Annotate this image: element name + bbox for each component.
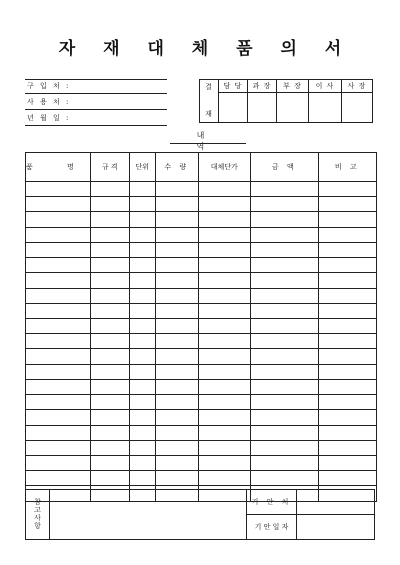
divider bbox=[25, 109, 167, 110]
table-cell[interactable] bbox=[26, 364, 91, 379]
table-cell[interactable] bbox=[90, 395, 129, 410]
table-row bbox=[26, 212, 377, 227]
table-row bbox=[26, 455, 377, 470]
table-cell[interactable] bbox=[198, 334, 250, 349]
table-cell[interactable] bbox=[155, 258, 198, 273]
table-cell[interactable] bbox=[129, 425, 155, 440]
table-row bbox=[26, 410, 377, 425]
table-cell[interactable] bbox=[250, 440, 318, 455]
table-cell[interactable] bbox=[90, 440, 129, 455]
table-row bbox=[26, 471, 377, 486]
table-cell[interactable] bbox=[90, 334, 129, 349]
table-cell[interactable] bbox=[318, 349, 376, 364]
table-cell[interactable] bbox=[250, 425, 318, 440]
table-cell[interactable] bbox=[318, 273, 376, 288]
table-cell[interactable] bbox=[26, 455, 91, 470]
table-cell[interactable] bbox=[318, 318, 376, 333]
remarks-table bbox=[25, 489, 375, 540]
table-cell[interactable] bbox=[90, 288, 129, 303]
usage-place-label: 사 용 처 : bbox=[27, 98, 71, 106]
table-cell[interactable] bbox=[129, 212, 155, 227]
table-cell[interactable] bbox=[250, 258, 318, 273]
table-cell[interactable] bbox=[155, 349, 198, 364]
details-heading-underline bbox=[170, 143, 246, 144]
table-row bbox=[26, 242, 377, 257]
table-cell[interactable] bbox=[155, 212, 198, 227]
table-cell[interactable] bbox=[90, 379, 129, 394]
table-cell[interactable] bbox=[129, 182, 155, 197]
remarks-label-text: 참고사항 bbox=[33, 497, 42, 530]
table-row bbox=[26, 395, 377, 410]
table-cell[interactable] bbox=[90, 425, 129, 440]
table-cell[interactable] bbox=[198, 379, 250, 394]
drafter-field[interactable] bbox=[297, 490, 375, 515]
table-cell[interactable] bbox=[26, 258, 91, 273]
table-cell[interactable] bbox=[26, 242, 91, 257]
approval-side-label-top: 결 bbox=[205, 83, 213, 91]
table-cell[interactable] bbox=[129, 379, 155, 394]
draft-date-label: 기 안 일 자 bbox=[247, 515, 297, 540]
role-department-head: 부 장 bbox=[277, 80, 309, 93]
signature-box-section-chief[interactable] bbox=[248, 93, 277, 123]
column-header-item: 품 명 bbox=[26, 153, 91, 182]
table-cell[interactable] bbox=[198, 455, 250, 470]
table-cell[interactable] bbox=[129, 471, 155, 486]
table-cell[interactable] bbox=[26, 440, 91, 455]
date-label: 년 월 일 : bbox=[27, 114, 71, 122]
table-cell[interactable] bbox=[129, 227, 155, 242]
table-cell[interactable] bbox=[26, 471, 91, 486]
table-row bbox=[26, 425, 377, 440]
table-cell[interactable] bbox=[198, 471, 250, 486]
table-cell[interactable] bbox=[155, 425, 198, 440]
table-cell[interactable] bbox=[26, 410, 91, 425]
table-cell[interactable] bbox=[318, 395, 376, 410]
table-row bbox=[26, 349, 377, 364]
table-cell[interactable] bbox=[90, 242, 129, 257]
table-row bbox=[26, 364, 377, 379]
divider bbox=[25, 93, 167, 94]
table-cell[interactable] bbox=[26, 395, 91, 410]
table-cell[interactable] bbox=[129, 242, 155, 257]
column-header-remarks: 비 고 bbox=[318, 153, 376, 182]
table-cell[interactable] bbox=[90, 455, 129, 470]
table-cell[interactable] bbox=[26, 182, 91, 197]
table-cell[interactable] bbox=[250, 242, 318, 257]
table-cell[interactable] bbox=[129, 318, 155, 333]
column-header-amount: 금 액 bbox=[250, 153, 318, 182]
table-row bbox=[26, 258, 377, 273]
table-cell[interactable] bbox=[129, 395, 155, 410]
table-cell[interactable] bbox=[318, 212, 376, 227]
table-row bbox=[26, 303, 377, 318]
signature-box-director[interactable] bbox=[309, 93, 342, 123]
table-cell[interactable] bbox=[26, 318, 91, 333]
table-cell[interactable] bbox=[155, 379, 198, 394]
table-row bbox=[26, 334, 377, 349]
table-cell[interactable] bbox=[129, 440, 155, 455]
remarks-field[interactable] bbox=[50, 490, 247, 540]
table-cell[interactable] bbox=[129, 258, 155, 273]
table-cell[interactable] bbox=[26, 349, 91, 364]
table-cell[interactable] bbox=[129, 197, 155, 212]
table-cell[interactable] bbox=[250, 455, 318, 470]
purchase-from-label: 구 입 처 : bbox=[27, 82, 71, 90]
table-cell[interactable] bbox=[198, 227, 250, 242]
table-cell[interactable] bbox=[250, 471, 318, 486]
table-cell[interactable] bbox=[155, 288, 198, 303]
role-staff: 담 당 bbox=[219, 80, 248, 93]
table-cell[interactable] bbox=[155, 364, 198, 379]
table-cell[interactable] bbox=[250, 227, 318, 242]
role-president: 사 장 bbox=[342, 80, 373, 93]
table-cell[interactable] bbox=[198, 273, 250, 288]
drafter-label: 기 안 처 bbox=[247, 490, 297, 515]
table-row bbox=[26, 440, 377, 455]
table-cell[interactable] bbox=[155, 440, 198, 455]
table-cell[interactable] bbox=[155, 182, 198, 197]
approval-side-label bbox=[200, 80, 219, 123]
table-cell[interactable] bbox=[26, 379, 91, 394]
table-row bbox=[26, 227, 377, 242]
table-cell[interactable] bbox=[129, 303, 155, 318]
table-cell[interactable] bbox=[198, 258, 250, 273]
table-cell[interactable] bbox=[250, 303, 318, 318]
role-section-chief: 과 장 bbox=[248, 80, 277, 93]
table-cell[interactable] bbox=[129, 334, 155, 349]
remarks-label bbox=[26, 490, 50, 540]
details-table bbox=[25, 152, 377, 502]
table-cell[interactable] bbox=[250, 182, 318, 197]
table-cell[interactable] bbox=[90, 318, 129, 333]
table-cell[interactable] bbox=[318, 364, 376, 379]
role-director: 이 사 bbox=[309, 80, 342, 93]
column-header-spec: 규 격 bbox=[90, 153, 129, 182]
signature-box-staff[interactable] bbox=[219, 93, 248, 123]
table-cell[interactable] bbox=[155, 395, 198, 410]
approval-table bbox=[199, 79, 373, 123]
table-cell[interactable] bbox=[250, 349, 318, 364]
table-cell[interactable] bbox=[198, 410, 250, 425]
table-cell[interactable] bbox=[129, 364, 155, 379]
table-cell[interactable] bbox=[318, 303, 376, 318]
divider bbox=[25, 125, 167, 126]
table-cell[interactable] bbox=[318, 288, 376, 303]
table-cell[interactable] bbox=[155, 318, 198, 333]
table-cell[interactable] bbox=[318, 410, 376, 425]
column-header-quantity: 수 량 bbox=[155, 153, 198, 182]
table-cell[interactable] bbox=[90, 364, 129, 379]
table-row bbox=[26, 288, 377, 303]
table-cell[interactable] bbox=[250, 197, 318, 212]
table-cell[interactable] bbox=[90, 273, 129, 288]
table-cell[interactable] bbox=[129, 349, 155, 364]
table-cell[interactable] bbox=[198, 288, 250, 303]
table-cell[interactable] bbox=[90, 182, 129, 197]
table-cell[interactable] bbox=[318, 197, 376, 212]
table-cell[interactable] bbox=[90, 303, 129, 318]
table-cell[interactable] bbox=[318, 471, 376, 486]
table-cell[interactable] bbox=[198, 395, 250, 410]
table-cell[interactable] bbox=[26, 334, 91, 349]
table-cell[interactable] bbox=[250, 318, 318, 333]
table-cell[interactable] bbox=[90, 227, 129, 242]
table-cell[interactable] bbox=[155, 455, 198, 470]
signature-box-department-head[interactable] bbox=[277, 93, 309, 123]
column-header-replacement-price: 대체단가 bbox=[198, 153, 250, 182]
table-cell[interactable] bbox=[198, 303, 250, 318]
table-cell[interactable] bbox=[318, 455, 376, 470]
table-cell[interactable] bbox=[318, 258, 376, 273]
table-cell[interactable] bbox=[155, 410, 198, 425]
table-cell[interactable] bbox=[250, 273, 318, 288]
table-cell[interactable] bbox=[129, 273, 155, 288]
table-cell[interactable] bbox=[318, 440, 376, 455]
details-heading: 내 역 bbox=[196, 131, 229, 151]
approval-side-label-bottom: 재 bbox=[205, 110, 213, 118]
table-cell[interactable] bbox=[26, 227, 91, 242]
table-cell[interactable] bbox=[90, 212, 129, 227]
signature-box-president[interactable] bbox=[342, 93, 373, 123]
table-cell[interactable] bbox=[26, 425, 91, 440]
table-cell[interactable] bbox=[198, 425, 250, 440]
table-cell[interactable] bbox=[26, 273, 91, 288]
table-cell[interactable] bbox=[129, 410, 155, 425]
table-cell[interactable] bbox=[250, 364, 318, 379]
table-cell[interactable] bbox=[198, 440, 250, 455]
table-row bbox=[26, 197, 377, 212]
table-cell[interactable] bbox=[90, 349, 129, 364]
table-cell[interactable] bbox=[155, 273, 198, 288]
table-cell[interactable] bbox=[90, 410, 129, 425]
table-cell[interactable] bbox=[318, 334, 376, 349]
table-cell[interactable] bbox=[26, 197, 91, 212]
table-cell[interactable] bbox=[250, 410, 318, 425]
table-cell[interactable] bbox=[250, 379, 318, 394]
table-cell[interactable] bbox=[155, 334, 198, 349]
table-cell[interactable] bbox=[155, 227, 198, 242]
table-cell[interactable] bbox=[26, 212, 91, 227]
table-row bbox=[26, 379, 377, 394]
table-cell[interactable] bbox=[250, 334, 318, 349]
table-cell[interactable] bbox=[90, 197, 129, 212]
table-cell[interactable] bbox=[198, 318, 250, 333]
table-cell[interactable] bbox=[198, 212, 250, 227]
table-row bbox=[26, 273, 377, 288]
table-cell[interactable] bbox=[250, 288, 318, 303]
table-cell[interactable] bbox=[155, 471, 198, 486]
table-cell[interactable] bbox=[155, 197, 198, 212]
table-cell[interactable] bbox=[155, 303, 198, 318]
table-cell[interactable] bbox=[250, 395, 318, 410]
table-cell[interactable] bbox=[198, 349, 250, 364]
table-cell[interactable] bbox=[318, 182, 376, 197]
column-header-unit: 단위 bbox=[129, 153, 155, 182]
table-cell[interactable] bbox=[198, 364, 250, 379]
table-cell[interactable] bbox=[90, 471, 129, 486]
table-cell[interactable] bbox=[318, 379, 376, 394]
table-cell[interactable] bbox=[129, 455, 155, 470]
table-cell[interactable] bbox=[26, 303, 91, 318]
table-row bbox=[26, 182, 377, 197]
divider bbox=[25, 79, 167, 80]
table-cell[interactable] bbox=[155, 242, 198, 257]
table-cell[interactable] bbox=[129, 288, 155, 303]
table-cell[interactable] bbox=[26, 288, 91, 303]
document-title: 자 재 대 체 품 의 서 bbox=[58, 39, 353, 59]
table-row bbox=[26, 318, 377, 333]
table-cell[interactable] bbox=[318, 227, 376, 242]
table-cell[interactable] bbox=[198, 242, 250, 257]
draft-date-field[interactable] bbox=[297, 515, 375, 540]
table-cell[interactable] bbox=[250, 212, 318, 227]
table-cell[interactable] bbox=[318, 425, 376, 440]
table-cell[interactable] bbox=[90, 258, 129, 273]
table-cell[interactable] bbox=[198, 182, 250, 197]
table-cell[interactable] bbox=[318, 242, 376, 257]
table-cell[interactable] bbox=[198, 197, 250, 212]
